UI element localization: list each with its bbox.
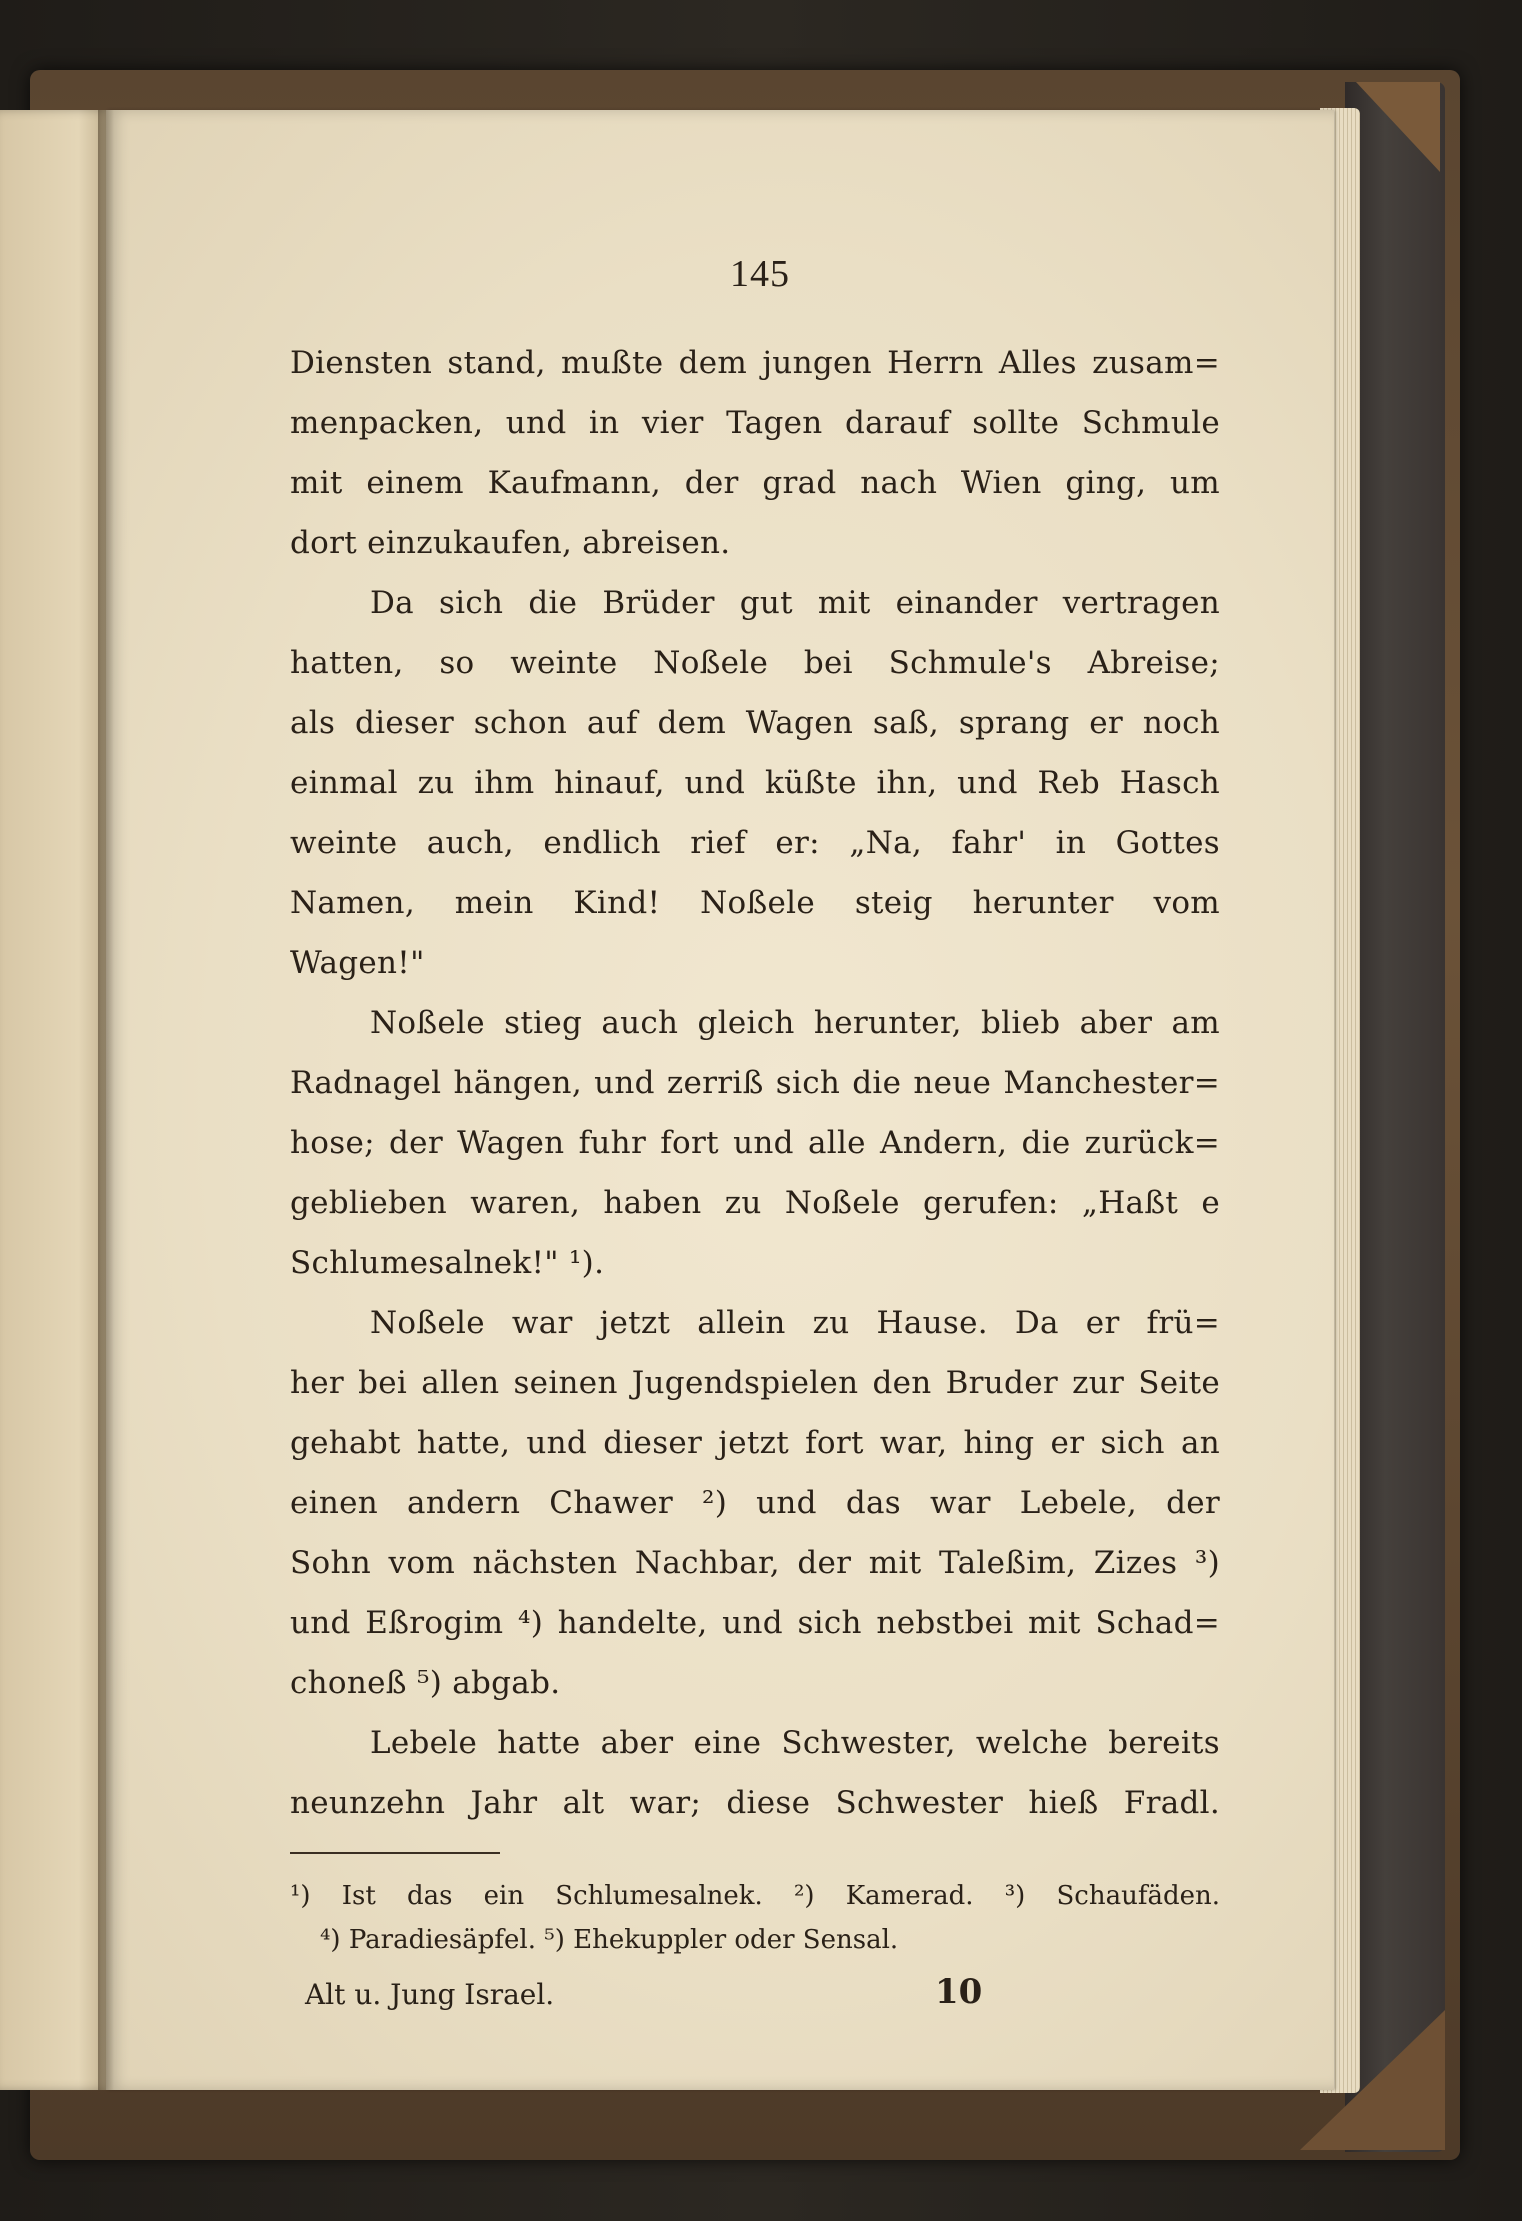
- signature-mark: Alt u. Jung Israel.: [305, 1978, 555, 2011]
- text-line: geblieben waren, haben zu Noßele gerufen: „Haßt e: [290, 1185, 1220, 1221]
- footnote-line: ⁴) Paradiesäpfel. ⁵) Ehekuppler oder Sensal.: [320, 1925, 899, 1955]
- text-line: einmal zu ihm hinauf, und küßte ihn, und Reb Hasch: [290, 765, 1220, 801]
- text-line: Da sich die Brüder gut mit einander vertragen: [370, 585, 1220, 621]
- text-line: hatten, so weinte Noßele bei Schmule's Abreise;: [290, 645, 1220, 681]
- footnote-line: ¹) Ist das ein Schlumesalnek. ²) Kamerad. ³) Schaufäden.: [290, 1881, 1220, 1911]
- page-gutter: [98, 110, 114, 2090]
- text-line: Diensten stand, mußte dem jungen Herrn Alles zusam=: [290, 345, 1220, 381]
- text-line: als dieser schon auf dem Wagen saß, sprang er noch: [290, 705, 1220, 741]
- sheet-number: 10: [935, 1972, 983, 2012]
- text-line: Lebele hatte aber eine Schwester, welche bereits: [370, 1725, 1220, 1761]
- text-line: einen andern Chawer ²) und das war Lebele, der: [290, 1485, 1220, 1521]
- text-line: dort einzukaufen, abreisen.: [290, 525, 731, 561]
- text-line: Namen, mein Kind! Noßele steig herunter vom: [290, 885, 1220, 921]
- page-number: 145: [730, 253, 790, 295]
- text-line: neunzehn Jahr alt war; diese Schwester hieß Fradl.: [290, 1785, 1220, 1821]
- text-line: menpacken, und in vier Tagen darauf sollte Schmule: [290, 405, 1220, 441]
- text-line: Wagen!": [290, 945, 425, 981]
- text-line: gehabt hatte, und dieser jetzt fort war, hing er sich an: [290, 1425, 1220, 1461]
- text-line: Noßele stieg auch gleich herunter, blieb aber am: [370, 1005, 1220, 1041]
- text-line: und Eßrogim ⁴) handelte, und sich nebstbei mit Schad=: [290, 1605, 1220, 1641]
- text-line: weinte auch, endlich rief er: „Na, fahr' in Gottes: [290, 825, 1220, 861]
- left-page-edge: [0, 110, 112, 2090]
- text-line: her bei allen seinen Jugendspielen den Bruder zur Seite: [290, 1365, 1220, 1401]
- text-line: Noßele war jetzt allein zu Hause. Da er frü=: [370, 1305, 1220, 1341]
- footnote-rule: [290, 1852, 500, 1854]
- text-line: choneß ⁵) abgab.: [290, 1665, 561, 1701]
- book-cover-spine-edge: [1345, 82, 1445, 2152]
- text-line: Schlumesalnek!" ¹).: [290, 1245, 605, 1281]
- text-line: Sohn vom nächsten Nachbar, der mit Taleßim, Zizes ³): [290, 1545, 1220, 1581]
- text-line: hose; der Wagen fuhr fort und alle Andern, die zurück=: [290, 1125, 1220, 1161]
- text-line: Radnagel hängen, und zerriß sich die neue Manchester=: [290, 1065, 1220, 1101]
- text-line: mit einem Kaufmann, der grad nach Wien ging, um: [290, 465, 1220, 501]
